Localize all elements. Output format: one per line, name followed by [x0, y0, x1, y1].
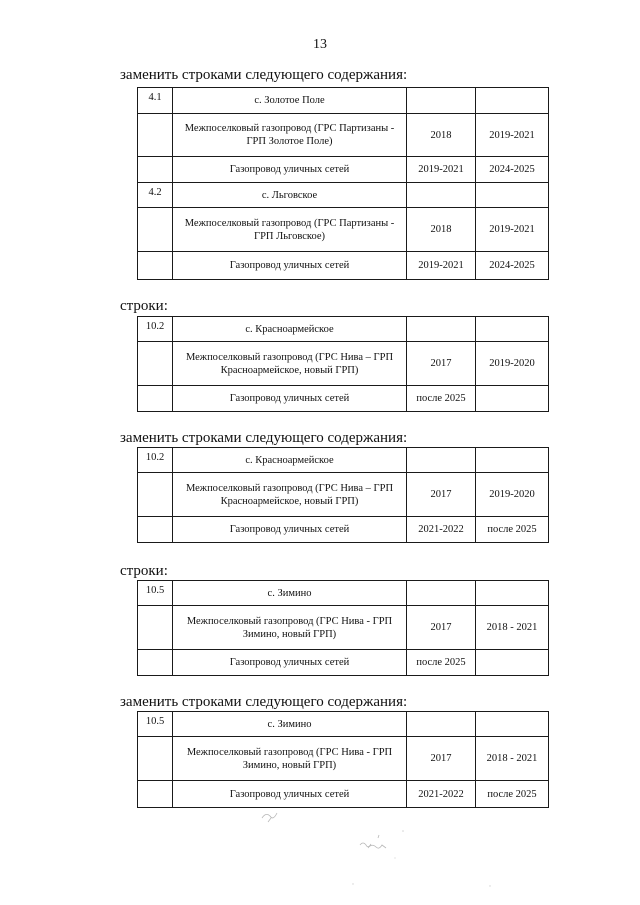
period-cell [476, 183, 549, 208]
year-cell [407, 88, 476, 114]
year-cell: 2017 [407, 473, 476, 517]
settlement-name: с. Красноармейское [173, 317, 407, 342]
table-row [138, 517, 549, 543]
table-row [138, 386, 549, 412]
row-number [138, 157, 173, 183]
replacement-table [137, 87, 549, 280]
year-cell [407, 317, 476, 342]
period-cell [476, 88, 549, 114]
settlement-name: с. Золотое Поле [173, 88, 407, 114]
period-cell [476, 386, 549, 412]
block-heading: строки: [120, 298, 168, 314]
row-number: 10.2 [138, 448, 173, 473]
table-row [138, 650, 549, 676]
period-cell: 2019-2021 [476, 114, 549, 157]
block-heading: строки: [120, 563, 168, 579]
row-number [138, 114, 173, 157]
table-row [138, 712, 549, 737]
pipeline-name: Газопровод уличных сетей [173, 781, 407, 808]
pipeline-name: Межпоселковый газопровод (ГРС Партизаны - ГРП Льговское) [173, 208, 407, 252]
row-number [138, 252, 173, 280]
period-cell: 2019-2021 [476, 208, 549, 252]
year-cell: 2019-2021 [407, 252, 476, 280]
period-cell: 2018 - 2021 [476, 606, 549, 650]
period-cell: после 2025 [476, 517, 549, 543]
period-cell [476, 712, 549, 737]
year-cell: 2021-2022 [407, 517, 476, 543]
period-cell: 2024-2025 [476, 252, 549, 280]
pipeline-name: Газопровод уличных сетей [173, 386, 407, 412]
table-row [138, 448, 549, 473]
pipeline-name: Газопровод уличных сетей [173, 252, 407, 280]
row-number: 10.5 [138, 712, 173, 737]
table-row [138, 208, 549, 252]
table-row [138, 157, 549, 183]
table-row [138, 781, 549, 808]
row-number: 10.2 [138, 317, 173, 342]
year-cell [407, 712, 476, 737]
pipeline-name: Межпоселковый газопровод (ГРС Нива – ГРП Красноармейское, новый ГРП) [173, 473, 407, 517]
row-number [138, 606, 173, 650]
period-cell: 2018 - 2021 [476, 737, 549, 781]
pipeline-name: Межпоселковый газопровод (ГРС Партизаны - ГРП Золотое Поле) [173, 114, 407, 157]
year-cell [407, 183, 476, 208]
row-number [138, 737, 173, 781]
table-row [138, 317, 549, 342]
pipeline-name: Межпоселковый газопровод (ГРС Нива – ГРП Красноармейское, новый ГРП) [173, 342, 407, 386]
table-row [138, 88, 549, 114]
year-cell: 2018 [407, 114, 476, 157]
block-heading: заменить строками следующего содержания: [120, 67, 408, 83]
year-cell: 2017 [407, 737, 476, 781]
period-cell [476, 317, 549, 342]
settlement-name: с. Льговское [173, 183, 407, 208]
row-number: 4.1 [138, 88, 173, 114]
row-number [138, 342, 173, 386]
row-number [138, 650, 173, 676]
table-row [138, 252, 549, 280]
year-cell: 2017 [407, 606, 476, 650]
row-number [138, 386, 173, 412]
year-cell [407, 448, 476, 473]
row-number: 10.5 [138, 581, 173, 606]
period-cell: 2019-2020 [476, 473, 549, 517]
block-heading: заменить строками следующего содержания: [120, 694, 408, 710]
row-number [138, 473, 173, 517]
row-number [138, 208, 173, 252]
block-heading: заменить строками следующего содержания: [120, 430, 408, 446]
settlement-name: с. Красноармейское [173, 448, 407, 473]
settlement-name: с. Зимино [173, 581, 407, 606]
replacement-table [137, 711, 549, 808]
row-number [138, 517, 173, 543]
period-cell [476, 448, 549, 473]
table-row [138, 183, 549, 208]
period-cell [476, 581, 549, 606]
pipeline-name: Межпоселковый газопровод (ГРС Нива - ГРП Зимино, новый ГРП) [173, 606, 407, 650]
year-cell: 2021-2022 [407, 781, 476, 808]
period-cell: 2019-2020 [476, 342, 549, 386]
table-row [138, 473, 549, 517]
signature-mark [262, 813, 386, 848]
original-table [137, 316, 549, 412]
period-cell: после 2025 [476, 781, 549, 808]
table-row [138, 606, 549, 650]
table-row [138, 342, 549, 386]
pipeline-name: Межпоселковый газопровод (ГРС Нива - ГРП Зимино, новый ГРП) [173, 737, 407, 781]
settlement-name: с. Зимино [173, 712, 407, 737]
row-number: 4.2 [138, 183, 173, 208]
pipeline-name: Газопровод уличных сетей [173, 517, 407, 543]
year-cell: после 2025 [407, 386, 476, 412]
row-number [138, 781, 173, 808]
year-cell: 2018 [407, 208, 476, 252]
table-row [138, 114, 549, 157]
replacement-table [137, 447, 549, 543]
year-cell: 2019-2021 [407, 157, 476, 183]
year-cell [407, 581, 476, 606]
original-table [137, 580, 549, 676]
year-cell: после 2025 [407, 650, 476, 676]
year-cell: 2017 [407, 342, 476, 386]
page-number: 13 [313, 37, 327, 52]
period-cell [476, 650, 549, 676]
table-row [138, 581, 549, 606]
scan-dots [352, 830, 490, 887]
pipeline-name: Газопровод уличных сетей [173, 650, 407, 676]
pipeline-name: Газопровод уличных сетей [173, 157, 407, 183]
period-cell: 2024-2025 [476, 157, 549, 183]
table-row [138, 737, 549, 781]
